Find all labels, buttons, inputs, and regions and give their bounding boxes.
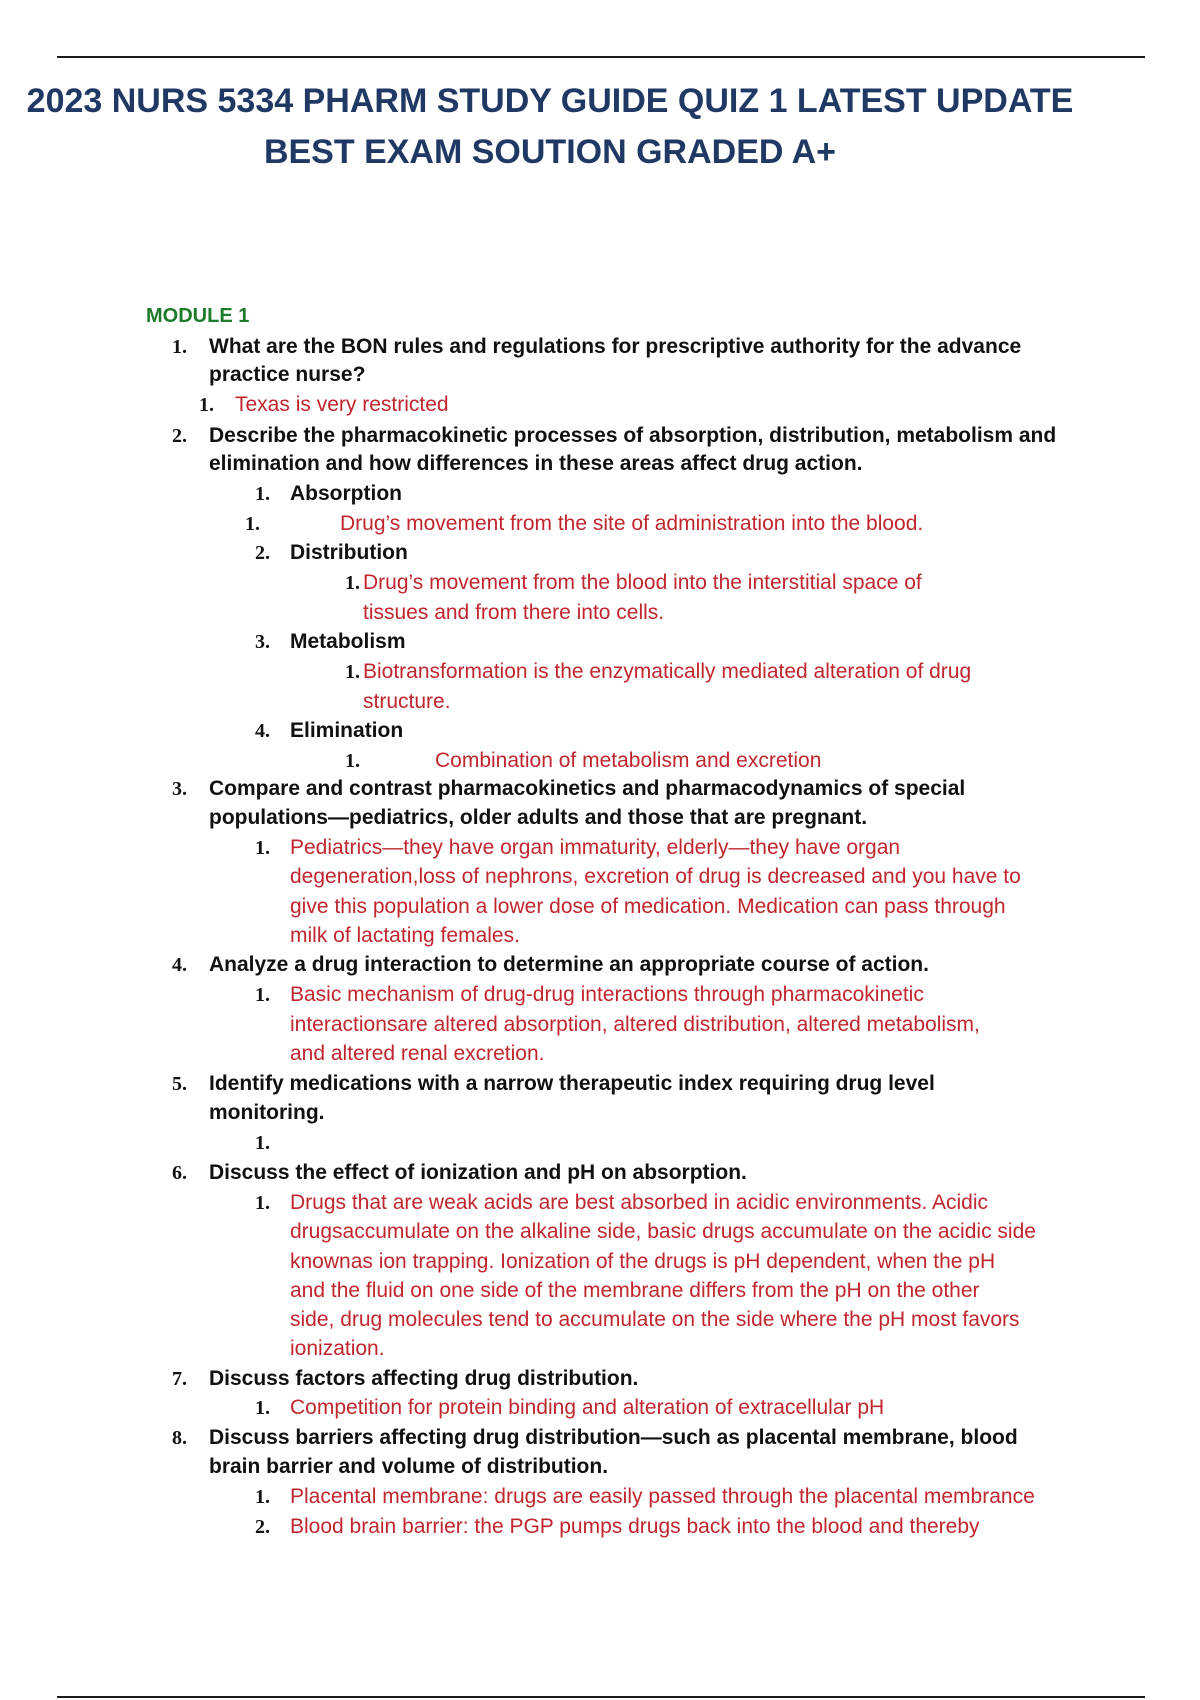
answer-text: Drug’s movement from the site of administration into the blood. [340,512,924,535]
answer-number: 1. [345,661,360,683]
answer-number: 1. [255,1132,270,1154]
answer-text: side, drug molecules tend to accumulate on the side where the pH most favors [290,1308,1020,1331]
answer-text: knownas ion trapping. Ionization of the drugs is pH dependent, when the pH [290,1250,996,1273]
question-text: brain barrier and volume of distribution. [209,1455,609,1478]
answer-number: 1. [255,1192,270,1214]
answer-text: drugsaccumulate on the alkaline side, basic drugs accumulate on the acidic side [290,1220,1036,1243]
question-text: practice nurse? [209,363,366,386]
answer-text: Competition for protein binding and alteration of extracellular pH [290,1396,885,1419]
subitem-number: 2. [255,542,270,564]
answer-text: Blood brain barrier: the PGP pumps drugs back into the blood and thereby [290,1515,980,1538]
bottom-rule [57,1696,1145,1698]
question-text: elimination and how differences in these areas affect drug action. [209,452,863,475]
answer-text: Texas is very restricted [235,393,449,416]
answer-text: Drug’s movement from the blood into the interstitial space of [363,571,922,594]
question-number: 5. [172,1073,187,1095]
question-number: 8. [172,1427,187,1449]
answer-number: 1. [245,513,260,535]
answer-number: 1. [255,837,270,859]
subitem-number: 4. [255,720,270,742]
answer-text: Drugs that are weak acids are best absorbed in acidic environments. Acidic [290,1191,989,1214]
answer-number: 1. [345,572,360,594]
question-number: 7. [172,1368,187,1390]
question-text: Discuss barriers affecting drug distribution—such as placental membrane, blood [209,1426,1018,1449]
answer-text: give this population a lower dose of medication. Medication can pass through [290,895,1006,918]
answer-text: and altered renal excretion. [290,1042,545,1065]
subitem-label: Distribution [290,541,408,564]
answer-number: 1. [345,750,360,772]
answer-text: tissues and from there into cells. [363,601,665,624]
answer-text: Pediatrics—they have organ immaturity, elderly—they have organ [290,836,901,859]
answer-text: Biotransformation is the enzymatically mediated alteration of drug [363,660,972,683]
question-text: Analyze a drug interaction to determine an appropriate course of action. [209,953,929,976]
module-heading: MODULE 1 [146,305,250,327]
answer-text: Placental membrane: drugs are easily passed through the placental membrance [290,1485,1035,1508]
question-text: Discuss the effect of ionization and pH on absorption. [209,1161,747,1184]
question-text: Describe the pharmacokinetic processes of absorption, distribution, metabolism and [209,424,1057,447]
question-text: monitoring. [209,1101,325,1124]
subitem-label: Metabolism [290,630,406,653]
answer-text: interactionsare altered absorption, altered distribution, altered metabolism, [290,1013,980,1036]
title-line-2: BEST EXAM SOUTION GRADED A+ [263,133,837,171]
question-text: What are the BON rules and regulations for prescriptive authority for the advance [209,335,1022,358]
answer-text: Combination of metabolism and excretion [435,749,822,772]
subitem-number: 3. [255,631,270,653]
answer-number: 1. [255,1486,270,1508]
answer-text: ionization. [290,1337,385,1360]
question-number: 4. [172,954,187,976]
answer-text: Basic mechanism of drug-drug interactions through pharmacokinetic [290,983,924,1006]
subitem-label: Elimination [290,719,404,742]
answer-text: degeneration,loss of nephrons, excretion of drug is decreased and you have to [290,865,1021,888]
question-text: Identify medications with a narrow therapeutic index requiring drug level [209,1072,935,1095]
question-text: Discuss factors affecting drug distribution. [209,1367,639,1390]
answer-text: milk of lactating females. [290,924,520,947]
answer-text: and the fluid on one side of the membrane differs from the pH on the other [290,1279,980,1302]
title-line-1: 2023 NURS 5334 PHARM STUDY GUIDE QUIZ 1 LATEST UPDATE [26,82,1074,120]
subitem-number: 1. [255,483,270,505]
question-number: 1. [172,336,187,358]
question-number: 3. [172,778,187,800]
answer-number: 1. [255,1397,270,1419]
answer-number: 1. [255,984,270,1006]
answer-number: 1. [199,394,214,416]
question-text: populations—pediatrics, older adults and those that are pregnant. [209,806,868,829]
question-text: Compare and contrast pharmacokinetics and pharmacodynamics of special [209,777,966,800]
subitem-label: Absorption [290,482,402,505]
question-number: 6. [172,1162,187,1184]
answer-text: structure. [363,690,451,713]
answer-number: 2. [255,1516,270,1538]
question-number: 2. [172,425,187,447]
